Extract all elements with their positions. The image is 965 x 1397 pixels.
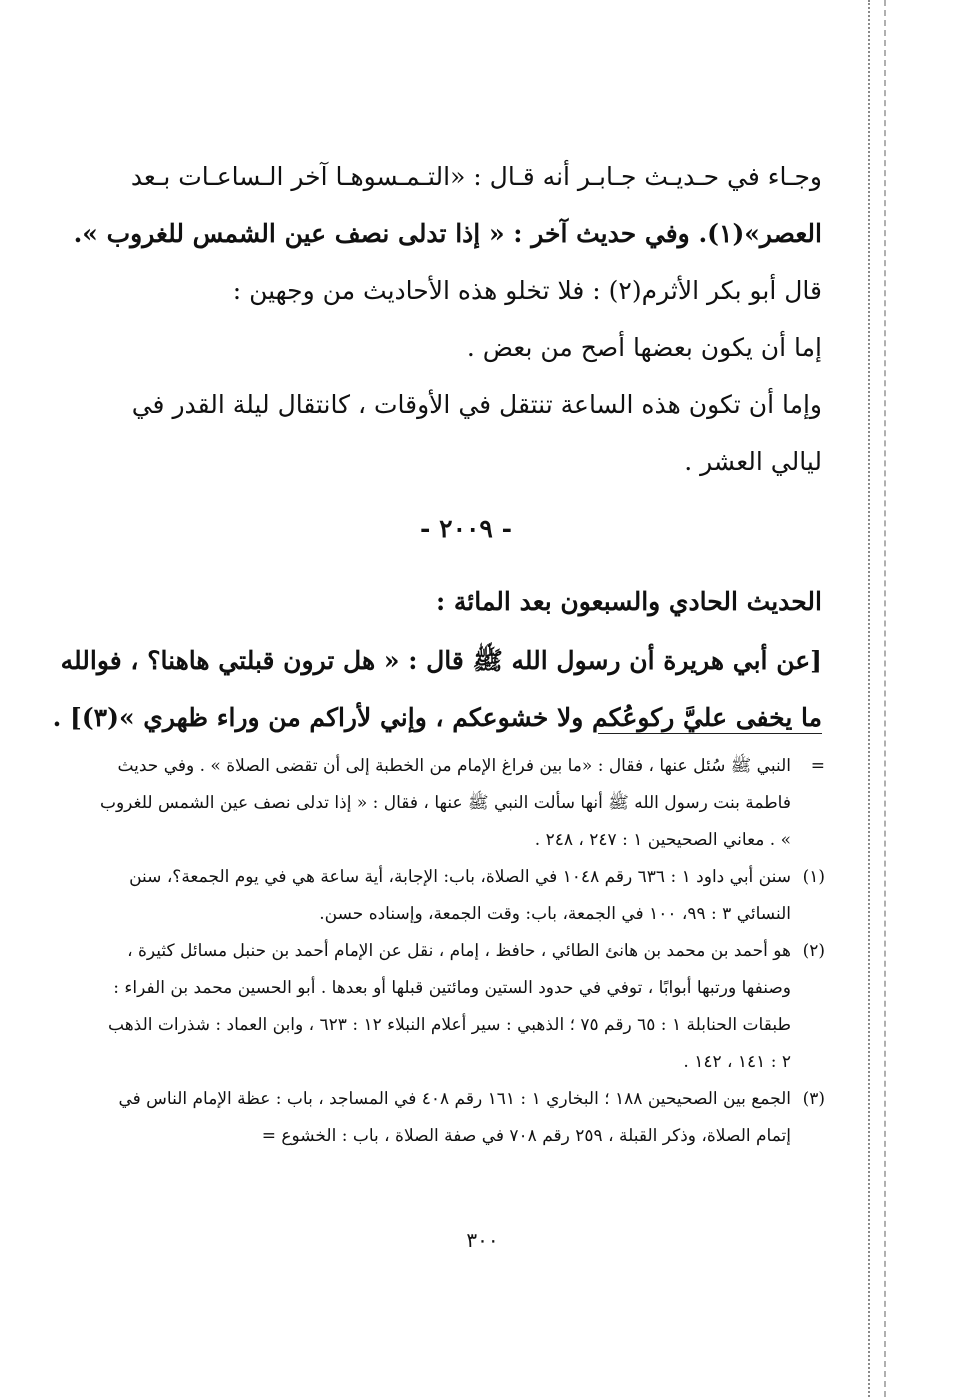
footnote-separator: [598, 733, 822, 734]
body-line: وإما أن تكون هذه الساعة تنتقل في الأوقات ، كانتقال ليلة القدر في: [131, 390, 822, 419]
footnote-item: [95, 1081, 825, 1155]
footnote-number: (٣): [802, 1089, 825, 1109]
body-line: ليالي العشر .: [684, 447, 822, 476]
body-line: العصر»(١). وفي حديث آخر : « إذا تدلى نصف عين الشمس للغروب ».: [73, 219, 822, 248]
hadith-line: [عن أبي هريرة أن رسول الله ﷺ قال : « هل ترون قبلتي هاهنا؟ ، فوالله: [60, 646, 822, 675]
footnote-number: (١): [802, 867, 825, 887]
page-number: ٣٠٠: [466, 1228, 499, 1252]
margin-dashed-line: [884, 0, 886, 1397]
footnote-number: =: [810, 756, 825, 776]
body-line: إما أن يكون بعضها أصح من بعض .: [466, 333, 822, 362]
main-text: [52, 148, 822, 746]
footnote-text: سنن أبي داود ١ : ٦٣٦ رقم ١٠٤٨ في الصلاة، باب: الإجابة، أية ساعة هي في يوم الجمعة؟، سنن النسائي ٣ : ٩٩، ١٠٠ في الجمعة، باب: وقت الجمعة، وإسناده حسن.: [129, 867, 791, 924]
footnote-item: [95, 859, 825, 933]
footnote-text: هو أحمد بن محمد بن هانئ الطائي ، حافظ ، إمام ، نقل عن الإمام أحمد بن حنبل مسائل كثيرة ، وصنفها ورتبها أبوابًا ، توفي في حدود الستين ومائتين قبلها أو بعدها . أبو الحسين محمد بن الفراء : طبقات الحنابلة ١ : ٦٥ رقم ٧٥ ؛ الذهبي : سير أعلام النبلاء ١٢ : ٦٢٣ ، وابن العماد : شذرات الذهب ٢ : ١٤١ ، ١٤٢ .: [108, 941, 791, 1072]
section-title: الحديث الحادي والسبعون بعد المائة :: [435, 587, 822, 616]
body-line: قال أبو بكر الأثرم(٢) : فلا تخلو هذه الأحاديث من وجهين :: [232, 276, 822, 305]
body-line: وجـاء في حـديـث جـابـر أنه قـال : «التـمـسوهـا آخر الـساعـات بـعد: [130, 162, 822, 191]
footnote-text: الجمع بين الصحيحين ١٨٨ ؛ البخاري ١ : ١٦١ رقم ٤٠٨ في المساجد ، باب : عظة الإمام الناس في إتمام الصلاة، وذكر القبلة ، ٢٥٩ رقم ٧٠٨ في صفة الصلاة ، باب : الخشوع =: [118, 1089, 791, 1146]
hadith-number-heading: - ٢٠٠٩ -: [420, 514, 512, 543]
footnote-number: (٢): [802, 941, 825, 961]
footnote-item: [95, 748, 825, 859]
footnotes: [95, 748, 825, 1155]
hadith-line: ما يخفى عليَّ ركوعُكم ولا خشوعكم ، وإني لأراكم من وراء ظهري »(٣)] .: [52, 703, 822, 732]
footnote-item: [95, 933, 825, 1081]
footnote-text: النبي ﷺ سُئل عنها ، فقال : «ما بين فراغ الإمام من الخطبة إلى أن تقضى الصلاة » . وفي حديث فاطمة بنت رسول الله ﷺ أنها سألت النبي ﷺ عنها ، فقال : « إذا تدلى نصف عين الشمس للغروب » . معاني الصحيحين ١ : ٢٤٧ ، ٢٤٨ .: [99, 756, 791, 850]
margin-dotted-line: [868, 0, 870, 1397]
